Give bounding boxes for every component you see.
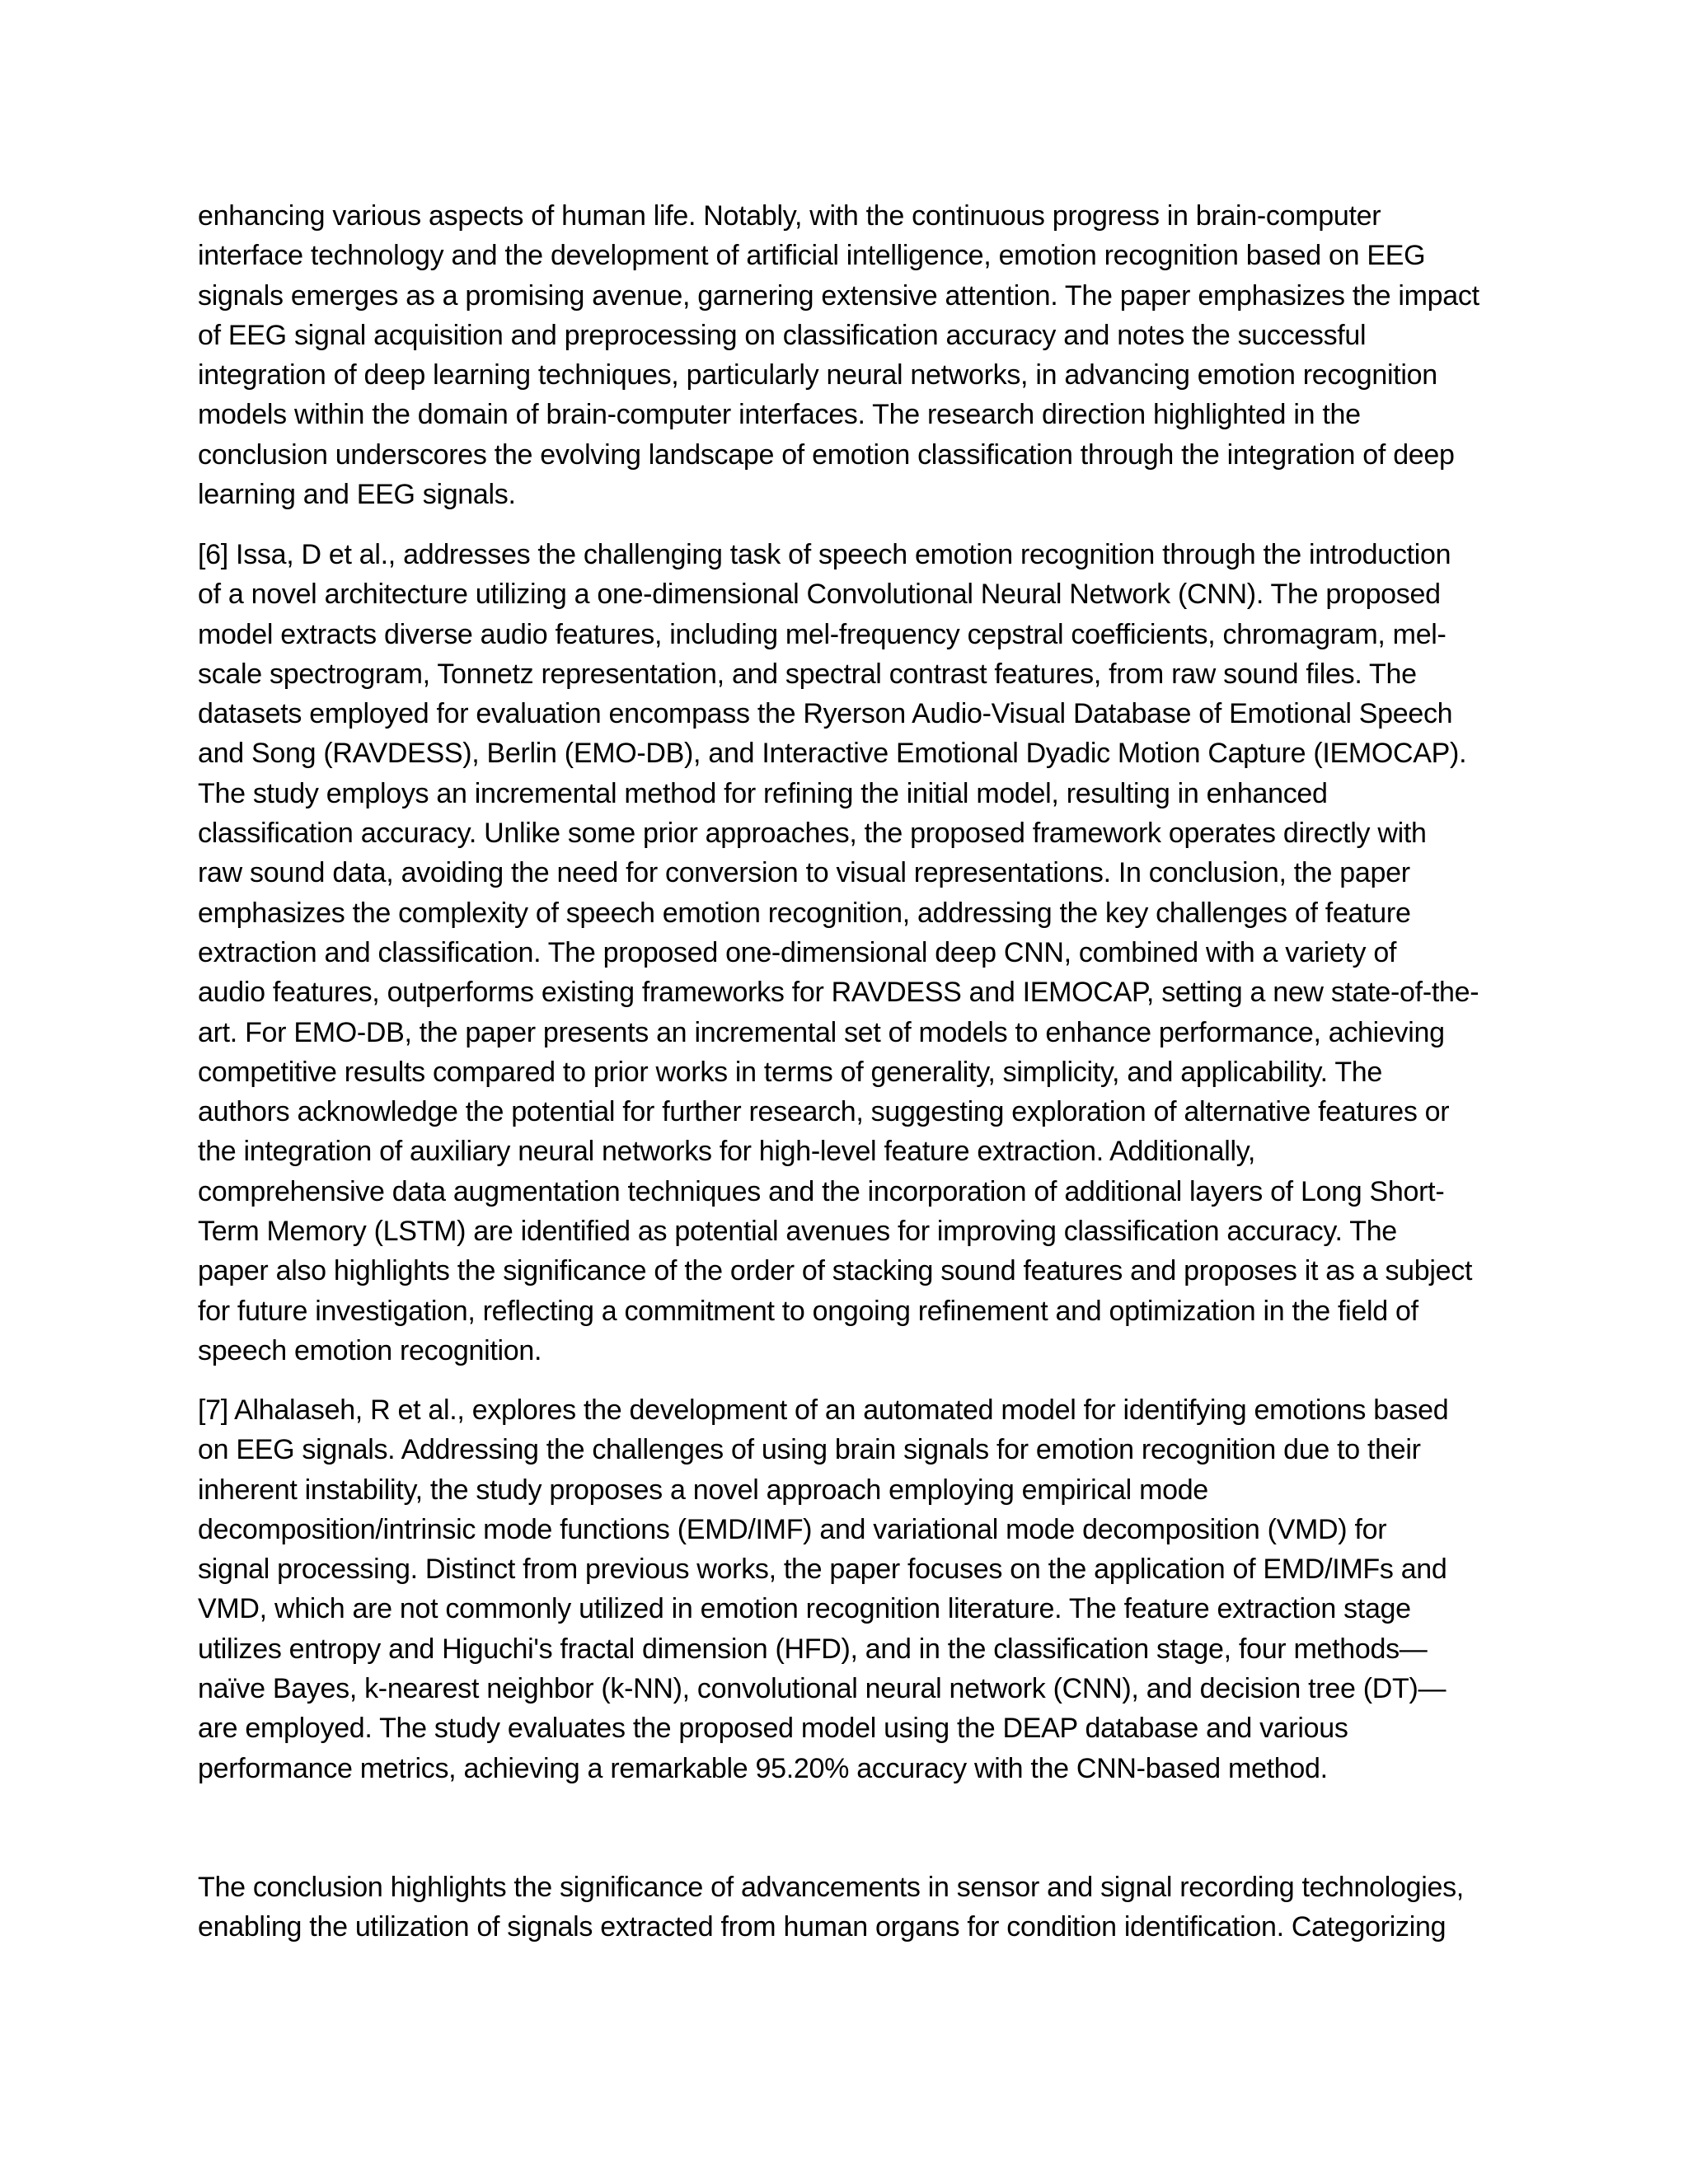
text-line: raw sound data, avoiding the need for conversion to visual representations. In conclusion, the paper — [198, 857, 1410, 889]
text-line: models within the domain of brain-computer interfaces. The research direction highlighted in the — [198, 399, 1361, 431]
text-line: audio features, outperforms existing frameworks for RAVDESS and IEMOCAP, setting a new state-of-the- — [198, 977, 1479, 1009]
text-line: for future investigation, reflecting a commitment to ongoing refinement and optimization in the field of — [198, 1295, 1418, 1327]
paragraph-reference-6 — [198, 535, 1500, 1371]
text-line: on EEG signals. Addressing the challenges of using brain signals for emotion recognition due to their — [198, 1434, 1421, 1466]
text-line: decomposition/intrinsic mode functions (EMD/IMF) and variational mode decomposition (VMD) for — [198, 1513, 1387, 1545]
text-line: are employed. The study evaluates the proposed model using the DEAP database and various — [198, 1713, 1348, 1745]
text-line: authors acknowledge the potential for further research, suggesting exploration of alternative features or — [198, 1096, 1450, 1128]
text-line: speech emotion recognition. — [198, 1334, 542, 1366]
text-line: and Song (RAVDESS), Berlin (EMO-DB), and Interactive Emotional Dyadic Motion Capture (IEMOCAP). — [198, 738, 1467, 770]
text-line: integration of deep learning techniques, particularly neural networks, in advancing emotion recognition — [198, 359, 1437, 391]
paragraph-reference-7 — [198, 1390, 1500, 1788]
text-line: The study employs an incremental method for refining the initial model, resulting in enhanced — [198, 777, 1328, 809]
text-line: of EEG signal acquisition and preprocessing on classification accuracy and notes the successful — [198, 319, 1367, 351]
text-line: of a novel architecture utilizing a one-dimensional Convolutional Neural Network (CNN). The proposed — [198, 579, 1441, 611]
text-line: naïve Bayes, k-nearest neighbor (k-NN), convolutional neural network (CNN), and decision tree (DT)— — [198, 1673, 1447, 1705]
text-line: Term Memory (LSTM) are identified as potential avenues for improving classification accuracy. The — [198, 1216, 1397, 1248]
text-line: The conclusion highlights the significance of advancements in sensor and signal recording technologies, — [198, 1872, 1464, 1903]
text-line: signals emerges as a promising avenue, garnering extensive attention. The paper emphasizes the impact — [198, 279, 1479, 312]
text-line: utilizes entropy and Higuchi's fractal dimension (HFD), and in the classification stage, four methods— — [198, 1633, 1428, 1665]
text-line: scale spectrogram, Tonnetz representation, and spectral contrast features, from raw sound files. The — [198, 658, 1417, 690]
text-line: enhancing various aspects of human life. Notably, with the continuous progress in brain-computer — [198, 200, 1381, 232]
text-line: [6] Issa, D et al., addresses the challenging task of speech emotion recognition through the introduction — [198, 539, 1451, 570]
text-line: paper also highlights the significance of the order of stacking sound features and proposes it as a subject — [198, 1255, 1473, 1287]
text-line: VMD, which are not commonly utilized in emotion recognition literature. The feature extraction stage — [198, 1593, 1411, 1625]
text-line: inherent instability, the study proposes a novel approach employing empirical mode — [198, 1474, 1208, 1506]
text-line: learning and EEG signals. — [198, 479, 516, 511]
text-line: conclusion underscores the evolving landscape of emotion classification through the integration of deep — [198, 438, 1455, 471]
paragraph-conclusion — [198, 1868, 1500, 1947]
text-line: datasets employed for evaluation encompass the Ryerson Audio-Visual Database of Emotional Speech — [198, 698, 1453, 730]
text-line: emphasizes the complexity of speech emotion recognition, addressing the key challenges of feature — [198, 897, 1411, 929]
text-line: the integration of auxiliary neural networks for high-level feature extraction. Additionally, — [198, 1136, 1256, 1168]
text-line: performance metrics, achieving a remarkable 95.20% accuracy with the CNN-based method. — [198, 1752, 1328, 1784]
text-line: interface technology and the development of artificial intelligence, emotion recognition based on EEG — [198, 240, 1426, 272]
text-line: signal processing. Distinct from previous works, the paper focuses on the application of EMD/IMFs and — [198, 1554, 1447, 1586]
text-line: model extracts diverse audio features, including mel-frequency cepstral coefficients, chromagram, mel- — [198, 618, 1447, 650]
text-line: [7] Alhalaseh, R et al., explores the development of an automated model for identifying emotions based — [198, 1394, 1449, 1426]
text-line: enabling the utilization of signals extracted from human organs for condition identification. Categorizing — [198, 1911, 1447, 1943]
text-line: extraction and classification. The proposed one-dimensional deep CNN, combined with a variety of — [198, 936, 1397, 968]
text-line: comprehensive data augmentation techniques and the incorporation of additional layers of Long Short- — [198, 1175, 1445, 1207]
text-line: art. For EMO-DB, the paper presents an incremental set of models to enhance performance, achieving — [198, 1016, 1445, 1048]
text-line: competitive results compared to prior works in terms of generality, simplicity, and applicability. The — [198, 1056, 1383, 1088]
paragraph-eeg-emotion-summary — [198, 196, 1500, 514]
text-line: classification accuracy. Unlike some prior approaches, the proposed framework operates directly with — [198, 818, 1427, 850]
